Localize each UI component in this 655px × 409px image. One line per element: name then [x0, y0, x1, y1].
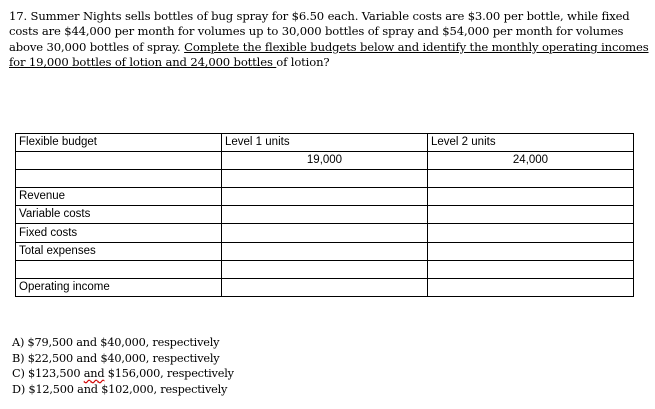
table-cell — [428, 260, 634, 278]
table-row-fixed-costs — [16, 224, 634, 242]
answer-c-part-1: C) $123,500 — [12, 367, 84, 380]
answer-option-b: B) $22,500 and $40,000, respectively — [12, 351, 220, 365]
table-cell — [16, 260, 222, 278]
answer-option-d: D) $12,500 and $102,000, respectively — [12, 382, 228, 396]
row-label-operating-income: Operating income — [16, 278, 222, 296]
table-row-operating-income — [16, 278, 634, 296]
table-cell — [428, 242, 634, 260]
row-label-variable-costs: Variable costs — [16, 206, 222, 224]
header-flexible-budget: Flexible budget — [16, 134, 222, 152]
row-label-fixed-costs: Fixed costs — [16, 224, 222, 242]
answer-c-part-2: $156,000, respectively — [104, 367, 234, 380]
table-cell — [16, 170, 222, 188]
table-cell — [222, 242, 428, 260]
table-cell — [222, 188, 428, 206]
table-cell — [222, 170, 428, 188]
table-row-blank-1 — [16, 170, 634, 188]
header-level-1-units: Level 1 units — [222, 134, 428, 152]
row-label-revenue: Revenue — [16, 188, 222, 206]
table-row-total-expenses — [16, 242, 634, 260]
header-level-2-units: Level 2 units — [428, 134, 634, 152]
flexible-budget-table — [15, 133, 634, 297]
answer-choices — [12, 335, 234, 397]
level-2-units-value: 24,000 — [428, 152, 634, 170]
table-units-row — [16, 152, 634, 170]
table-row-variable-costs — [16, 206, 634, 224]
table-header-row — [16, 134, 634, 152]
table-row-revenue — [16, 188, 634, 206]
question-intro: 17. Summer Nights sells bottles of bug spray for $6.50 each. Variable costs are $3.00 per bottle, while fixed costs are $44,000 per month for volumes up to 30,000 bottles of spray and $54,000 per month for volumes above 30,000 bottles of spray. — [9, 9, 630, 54]
table-cell — [222, 206, 428, 224]
table-row-blank-2 — [16, 260, 634, 278]
spellcheck-squiggle-word: and — [83, 367, 105, 380]
table-cell — [428, 206, 634, 224]
table-cell — [222, 260, 428, 278]
question-instruction: Complete the flexible budgets below and identify the monthly operating incomes for 19,000 bottles of lotion and 24,000 bottles — [9, 39, 649, 70]
answer-option-a: A) $79,500 and $40,000, respectively — [12, 336, 220, 349]
table-cell — [428, 278, 634, 296]
level-1-units-value: 19,000 — [222, 152, 428, 170]
row-label-total-expenses: Total expenses — [16, 242, 222, 260]
table-cell — [222, 224, 428, 242]
units-label-cell — [16, 152, 222, 170]
answer-option-c — [12, 366, 234, 382]
table-cell — [222, 278, 428, 296]
table-cell — [428, 224, 634, 242]
question-tail: of lotion? — [276, 55, 330, 70]
question-text — [9, 9, 649, 71]
table-cell — [428, 188, 634, 206]
table-cell — [428, 170, 634, 188]
